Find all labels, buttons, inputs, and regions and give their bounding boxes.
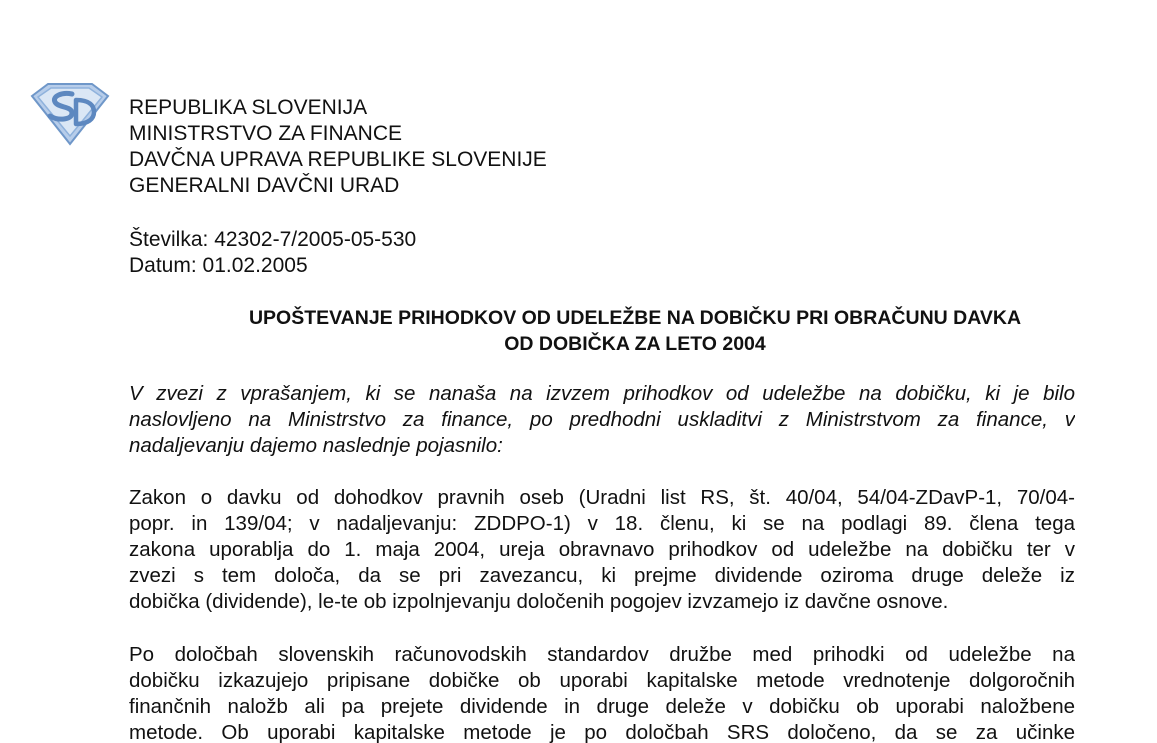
header-line-ministry: MINISTRSTVO ZA FINANCE (129, 122, 403, 145)
paragraph-standards (129, 642, 1075, 743)
tax-administration-logo-icon (28, 80, 112, 148)
document-number: Številka: 42302-7/2005-05-530 (129, 228, 417, 251)
paragraph-line: dobička (dividende), le-te ob izpolnjevanju določenih pogojev izvzamejo iz davčne osnove. (129, 590, 949, 613)
paragraph-line: V zvezi z vprašanjem, ki se nanaša na izvzem prihodkov od udeležbe na dobičku, ki je bilo (129, 382, 1075, 405)
paragraph-line: finančnih naložb ali pa prejete dividende in druge deleže v dobičku ob uporabi naložbene (129, 695, 1075, 718)
title-line-1: UPOŠTEVANJE PRIHODKOV OD UDELEŽBE NA DOBIČKU PRI OBRAČUNU DAVKA (248, 307, 1022, 329)
document-title (129, 305, 1141, 357)
document-meta (129, 227, 416, 279)
paragraph-line: dobičku izkazujejo pripisane dobičke ob uporabi kapitalske metode vrednotenje dolgoročnih (129, 669, 1075, 692)
header-line-general-office: GENERALNI DAVČNI URAD (129, 174, 400, 197)
paragraph-line: nadaljevanju dajemo naslednje pojasnilo: (129, 434, 503, 457)
paragraph-line: popr. in 139/04; v nadaljevanju: ZDDPO-1) v 18. členu, ki se na podlagi 89. člena tega (129, 512, 1075, 535)
title-line-2: OD DOBIČKA ZA LETO 2004 (504, 333, 766, 355)
paragraph-line: Po določbah slovenskih računovodskih standardov družbe med prihodki od udeležbe na (129, 643, 1075, 666)
header-line-tax-administration: DAVČNA UPRAVA REPUBLIKE SLOVENIJE (129, 148, 547, 171)
paragraph-line: zakona uporablja do 1. maja 2004, ureja obravnavo prihodkov od udeležbe na dobičku ter v (129, 538, 1075, 561)
document-date: Datum: 01.02.2005 (129, 254, 308, 277)
paragraph-line: zvezi s tem določa, da se pri zavezancu, ki prejme dividende oziroma druge deleže iz (129, 564, 1075, 587)
institution-header (129, 95, 547, 199)
paragraph-line: naslovljeno na Ministrstvo za finance, po predhodni uskladitvi z Ministrstvom za finance, v (129, 408, 1075, 431)
paragraph-intro (129, 381, 1075, 459)
header-line-republic: REPUBLIKA SLOVENIJA (129, 96, 368, 119)
paragraph-line: metode. Ob uporabi kapitalske metode je po določbah SRS določeno, da se za učinke (129, 721, 1075, 743)
paragraph-line: Zakon o davku od dohodkov pravnih oseb (Uradni list RS, št. 40/04, 54/04-ZDavP-1, 70/04- (129, 486, 1075, 509)
paragraph-law (129, 485, 1075, 615)
